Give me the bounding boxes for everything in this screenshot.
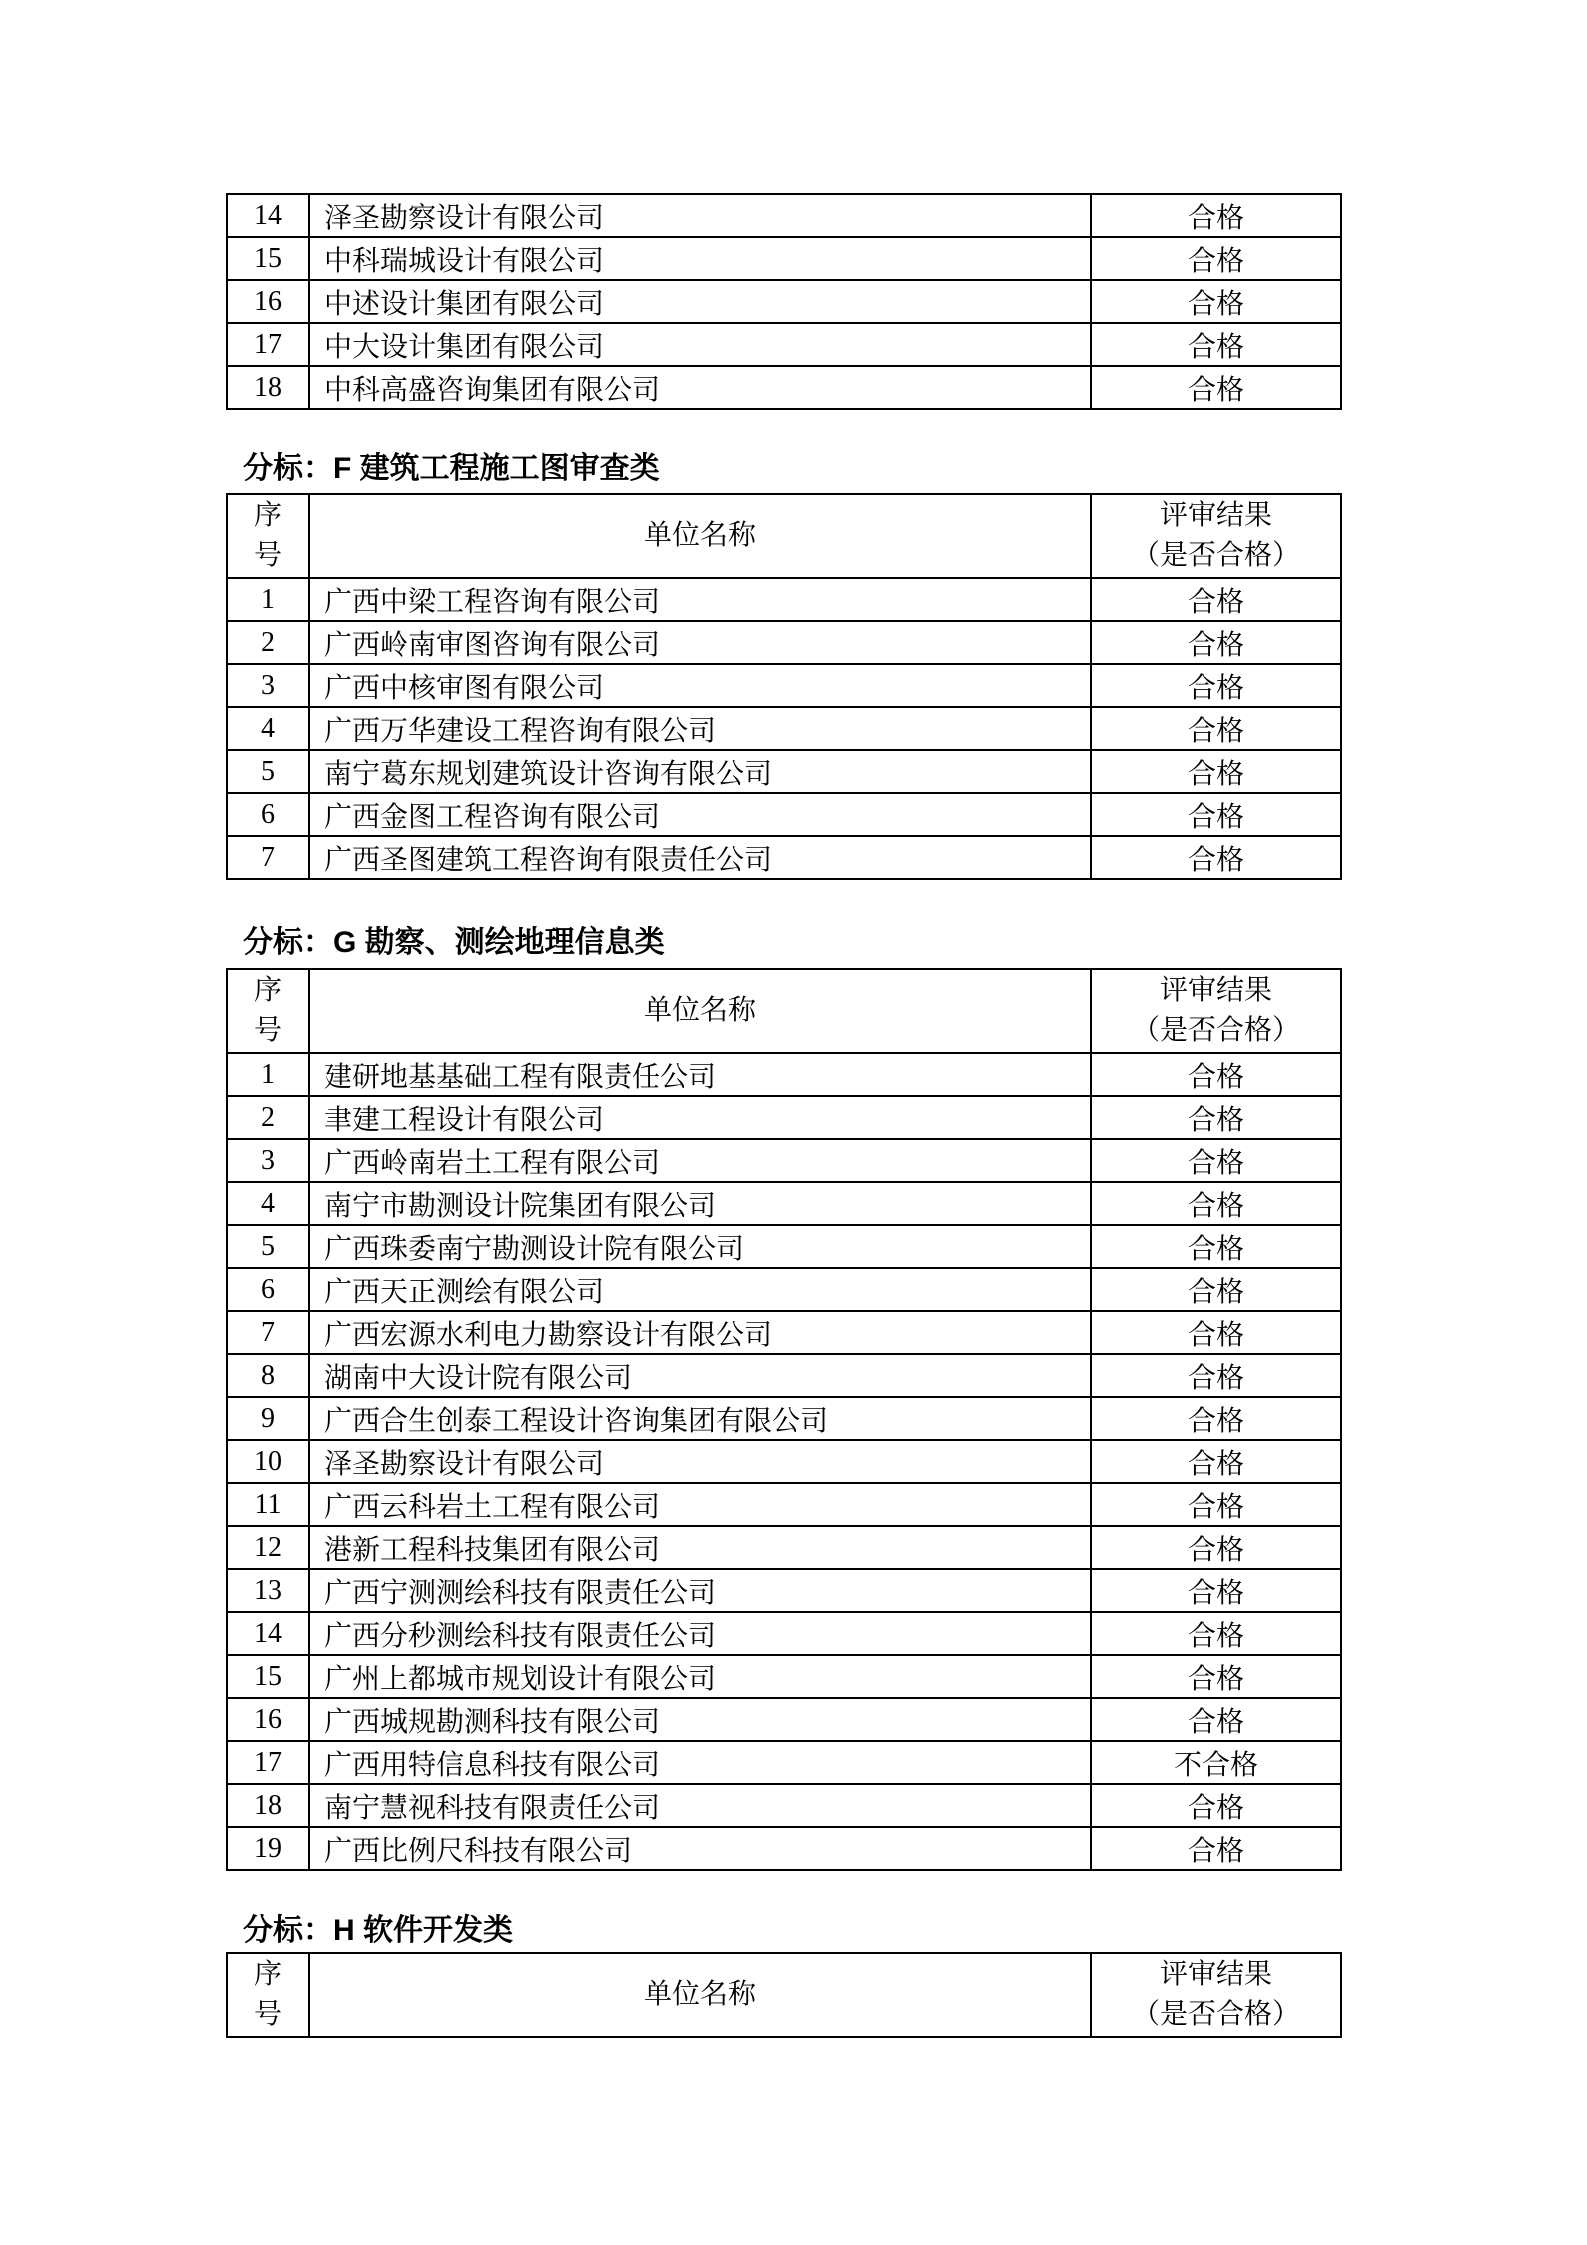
review-result: 合格 [1091, 1612, 1341, 1655]
review-result: 合格 [1091, 1784, 1341, 1827]
header-seq-line1: 序 [253, 975, 282, 1006]
header-seq-no [227, 494, 309, 578]
row-seq-number: 11 [227, 1483, 309, 1526]
table-row [227, 707, 1341, 750]
header-result-line2: （是否合格） [1131, 1999, 1300, 2030]
company-name: 南宁市勘测设计院集团有限公司 [309, 1182, 1091, 1225]
company-name: 广西圣图建筑工程咨询有限责任公司 [309, 836, 1091, 879]
table-row [227, 664, 1341, 707]
review-result: 合格 [1091, 1139, 1341, 1182]
results-table-h [226, 1952, 1342, 2038]
company-name: 广西中核审图有限公司 [309, 664, 1091, 707]
review-result: 合格 [1091, 1698, 1341, 1741]
review-result: 合格 [1091, 1569, 1341, 1612]
row-seq-number: 4 [227, 1182, 309, 1225]
review-result: 合格 [1091, 323, 1341, 366]
review-result: 合格 [1091, 1655, 1341, 1698]
header-seq-line2: 号 [253, 540, 282, 571]
row-seq-number: 9 [227, 1397, 309, 1440]
table-row [227, 578, 1341, 621]
row-seq-number: 17 [227, 323, 309, 366]
header-review-result [1091, 969, 1341, 1053]
section-title-h: 分标：H 软件开发类 [243, 1914, 513, 1947]
company-name: 广州上都城市规划设计有限公司 [309, 1655, 1091, 1698]
row-seq-number: 12 [227, 1526, 309, 1569]
row-seq-number: 18 [227, 366, 309, 409]
row-seq-number: 3 [227, 1139, 309, 1182]
company-name: 南宁慧视科技有限责任公司 [309, 1784, 1091, 1827]
row-seq-number: 1 [227, 1053, 309, 1096]
table-row [227, 1741, 1341, 1784]
results-table-f [226, 493, 1342, 880]
table-row [227, 750, 1341, 793]
table-row [227, 1096, 1341, 1139]
table-row [227, 1139, 1341, 1182]
company-name: 广西珠委南宁勘测设计院有限公司 [309, 1225, 1091, 1268]
company-name: 建研地基基础工程有限责任公司 [309, 1053, 1091, 1096]
row-seq-number: 8 [227, 1354, 309, 1397]
table-row [227, 1698, 1341, 1741]
header-seq-line1: 序 [253, 1959, 282, 1990]
table-header-row [227, 494, 1341, 578]
review-result: 合格 [1091, 1053, 1341, 1096]
review-result: 合格 [1091, 836, 1341, 879]
review-result: 合格 [1091, 1096, 1341, 1139]
row-seq-number: 13 [227, 1569, 309, 1612]
row-seq-number: 17 [227, 1741, 309, 1784]
company-name: 广西宏源水利电力勘察设计有限公司 [309, 1311, 1091, 1354]
review-result: 合格 [1091, 750, 1341, 793]
review-result: 合格 [1091, 1354, 1341, 1397]
row-seq-number: 2 [227, 621, 309, 664]
row-seq-number: 4 [227, 707, 309, 750]
row-seq-number: 19 [227, 1827, 309, 1870]
table-row [227, 1483, 1341, 1526]
table-row [227, 836, 1341, 879]
header-seq-line1: 序 [253, 500, 282, 531]
company-name: 泽圣勘察设计有限公司 [309, 1440, 1091, 1483]
company-name: 湖南中大设计院有限公司 [309, 1354, 1091, 1397]
header-seq-line2: 号 [253, 1015, 282, 1046]
header-unit-name: 单位名称 [309, 1953, 1091, 2037]
company-name: 中科高盛咨询集团有限公司 [309, 366, 1091, 409]
review-result: 合格 [1091, 1440, 1341, 1483]
header-result-line1: 评审结果 [1159, 500, 1272, 531]
company-name: 广西合生创泰工程设计咨询集团有限公司 [309, 1397, 1091, 1440]
table-row [227, 280, 1341, 323]
row-seq-number: 16 [227, 1698, 309, 1741]
table-row [227, 1655, 1341, 1698]
header-unit-name: 单位名称 [309, 494, 1091, 578]
company-name: 广西金图工程咨询有限公司 [309, 793, 1091, 836]
review-result: 合格 [1091, 578, 1341, 621]
company-name: 泽圣勘察设计有限公司 [309, 194, 1091, 237]
table-row [227, 1569, 1341, 1612]
review-result: 合格 [1091, 1182, 1341, 1225]
company-name: 广西城规勘测科技有限公司 [309, 1698, 1091, 1741]
review-result: 合格 [1091, 1483, 1341, 1526]
company-name: 南宁葛东规划建筑设计咨询有限公司 [309, 750, 1091, 793]
review-result: 合格 [1091, 280, 1341, 323]
review-result: 合格 [1091, 366, 1341, 409]
row-seq-number: 14 [227, 194, 309, 237]
row-seq-number: 5 [227, 1225, 309, 1268]
table-row [227, 237, 1341, 280]
review-result: 不合格 [1091, 1741, 1341, 1784]
company-name: 广西宁测测绘科技有限责任公司 [309, 1569, 1091, 1612]
company-name: 中科瑞城设计有限公司 [309, 237, 1091, 280]
table-row [227, 1182, 1341, 1225]
header-result-line1: 评审结果 [1159, 975, 1272, 1006]
header-result-line2: （是否合格） [1131, 1015, 1300, 1046]
table-row [227, 1053, 1341, 1096]
row-seq-number: 6 [227, 793, 309, 836]
table-row [227, 1784, 1341, 1827]
review-result: 合格 [1091, 793, 1341, 836]
company-name: 中述设计集团有限公司 [309, 280, 1091, 323]
table-row [227, 1612, 1341, 1655]
table-row [227, 621, 1341, 664]
header-review-result [1091, 1953, 1341, 2037]
row-seq-number: 6 [227, 1268, 309, 1311]
row-seq-number: 3 [227, 664, 309, 707]
review-result: 合格 [1091, 707, 1341, 750]
row-seq-number: 7 [227, 836, 309, 879]
table-row [227, 1268, 1341, 1311]
header-result-line1: 评审结果 [1159, 1959, 1272, 1990]
row-seq-number: 1 [227, 578, 309, 621]
company-name: 广西比例尺科技有限公司 [309, 1827, 1091, 1870]
company-name: 港新工程科技集团有限公司 [309, 1526, 1091, 1569]
table-row [227, 1397, 1341, 1440]
row-seq-number: 18 [227, 1784, 309, 1827]
review-result: 合格 [1091, 1311, 1341, 1354]
table-row [227, 323, 1341, 366]
review-result: 合格 [1091, 1225, 1341, 1268]
review-result: 合格 [1091, 194, 1341, 237]
header-review-result [1091, 494, 1341, 578]
section-title-f: 分标：F 建筑工程施工图审查类 [243, 452, 660, 485]
header-result-line2: （是否合格） [1131, 540, 1300, 571]
table-row [227, 1440, 1341, 1483]
row-seq-number: 7 [227, 1311, 309, 1354]
header-seq-no [227, 1953, 309, 2037]
results-table-continuation [226, 193, 1342, 410]
company-name: 广西岭南岩土工程有限公司 [309, 1139, 1091, 1182]
company-name: 广西用特信息科技有限公司 [309, 1741, 1091, 1784]
review-result: 合格 [1091, 1397, 1341, 1440]
company-name: 广西岭南审图咨询有限公司 [309, 621, 1091, 664]
company-name: 聿建工程设计有限公司 [309, 1096, 1091, 1139]
review-result: 合格 [1091, 1526, 1341, 1569]
company-name: 广西中梁工程咨询有限公司 [309, 578, 1091, 621]
company-name: 广西分秒测绘科技有限责任公司 [309, 1612, 1091, 1655]
section-title-g: 分标：G 勘察、测绘地理信息类 [243, 926, 665, 959]
row-seq-number: 16 [227, 280, 309, 323]
header-seq-line2: 号 [253, 1999, 282, 2030]
row-seq-number: 14 [227, 1612, 309, 1655]
review-result: 合格 [1091, 621, 1341, 664]
table-row [227, 366, 1341, 409]
table-row [227, 1311, 1341, 1354]
row-seq-number: 10 [227, 1440, 309, 1483]
company-name: 广西万华建设工程咨询有限公司 [309, 707, 1091, 750]
review-result: 合格 [1091, 664, 1341, 707]
company-name: 中大设计集团有限公司 [309, 323, 1091, 366]
table-row [227, 194, 1341, 237]
results-table-g [226, 968, 1342, 1871]
table-row [227, 1225, 1341, 1268]
table-row [227, 1526, 1341, 1569]
row-seq-number: 2 [227, 1096, 309, 1139]
header-unit-name: 单位名称 [309, 969, 1091, 1053]
review-result: 合格 [1091, 1827, 1341, 1870]
table-header-row [227, 969, 1341, 1053]
table-row [227, 1827, 1341, 1870]
table-row [227, 1354, 1341, 1397]
row-seq-number: 15 [227, 1655, 309, 1698]
table-header-row [227, 1953, 1341, 2037]
review-result: 合格 [1091, 1268, 1341, 1311]
table-row [227, 793, 1341, 836]
company-name: 广西云科岩土工程有限公司 [309, 1483, 1091, 1526]
review-result: 合格 [1091, 237, 1341, 280]
row-seq-number: 5 [227, 750, 309, 793]
company-name: 广西天正测绘有限公司 [309, 1268, 1091, 1311]
header-seq-no [227, 969, 309, 1053]
row-seq-number: 15 [227, 237, 309, 280]
